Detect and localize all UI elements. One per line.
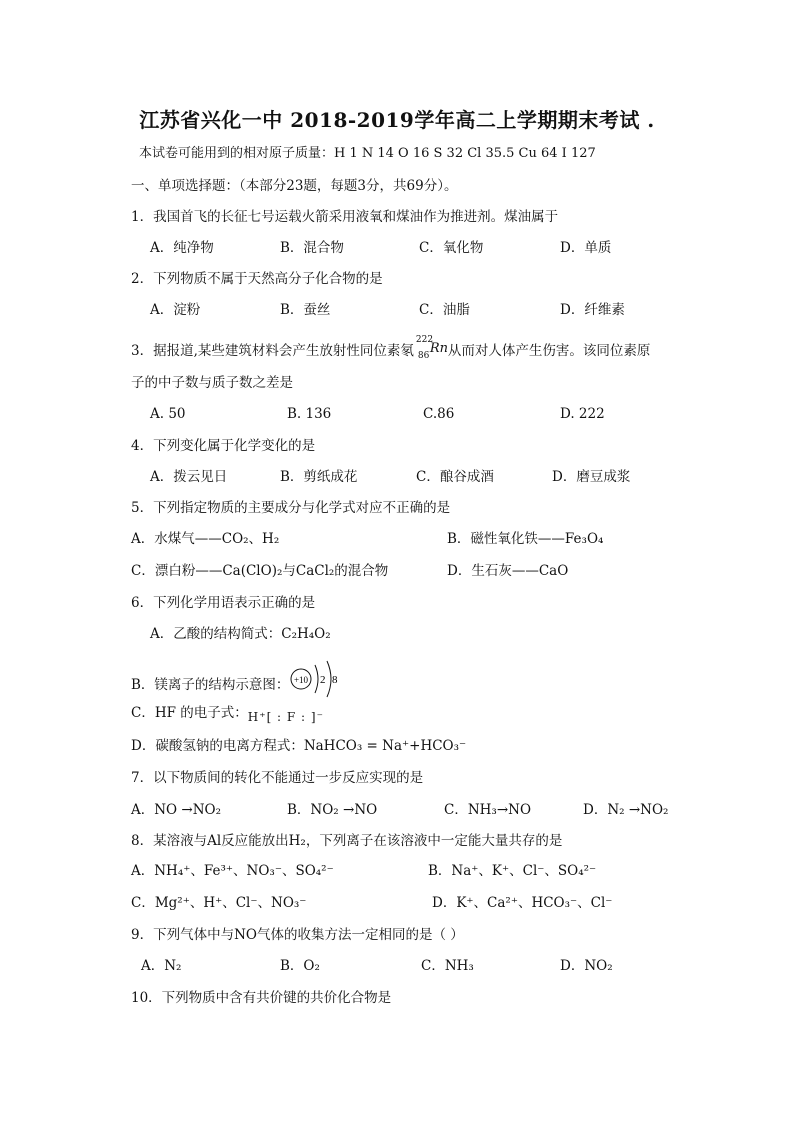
magnesium-shell-2-count: 8	[332, 674, 338, 686]
q2-stem: 2．下列物质不属于天然高分子化合物的是	[131, 271, 383, 287]
magnesium-ion-diagram	[289, 659, 347, 704]
q1-stem: 1．我国首飞的长征七号运载火箭采用液氧和煤油作为推进剂。煤油属于	[131, 209, 559, 225]
q6-option-c	[131, 704, 324, 726]
q3-option-d: D. 222	[560, 406, 605, 422]
q1-option-b: B．混合物	[280, 240, 344, 256]
q10-stem: 10．下列物质中含有共价键的共价化合物是	[131, 990, 392, 1006]
magnesium-shell-1-count: 2	[320, 674, 326, 686]
q3-option-b: B. 136	[287, 406, 332, 422]
q8-stem: 8．某溶液与Al反应能放出H₂，下列离子在该溶液中一定能大量共存的是	[131, 833, 563, 849]
magnesium-nucleus-charge: +10	[294, 675, 309, 685]
q3-stem-2: 子的中子数与质子数之差是	[131, 375, 293, 391]
q7-option-a: A．NO →NO₂	[131, 802, 222, 818]
q7-option-d: D．N₂ →NO₂	[583, 802, 669, 818]
q8-option-c: C．Mg²⁺、H⁺、Cl⁻、NO₃⁻	[131, 895, 307, 911]
q5-option-b: B．磁性氧化铁——Fe₃O₄	[447, 531, 604, 547]
q2-option-a: A．淀粉	[150, 302, 201, 318]
q6-option-b-label: B．镁离子的结构示意图：	[131, 677, 290, 693]
q6-option-c-label: C．HF 的电子式：	[131, 705, 248, 721]
q5-option-c: C．漂白粉——Ca(ClO)₂与CaCl₂的混合物	[131, 563, 389, 579]
q9-option-b: B．O₂	[280, 958, 320, 974]
q4-option-c: C．酿谷成酒	[416, 469, 494, 485]
q3-stem-post: 从而对人体产生伤害。该同位素原	[447, 343, 651, 359]
section-heading: 一、单项选择题：（本部分23题，每题3分，共69分）。	[131, 178, 458, 194]
atomic-masses: 本试卷可能用到的相对原子质量：H 1 N 14 O 16 S 32 Cl 35.5 Cu 64 I 127	[139, 146, 596, 161]
q4-option-d: D．磨豆成浆	[552, 469, 631, 485]
q5-stem: 5．下列指定物质的主要成分与化学式对应不正确的是	[131, 500, 451, 516]
q3-option-a: A. 50	[150, 406, 186, 422]
q5-option-a: A．水煤气——CO₂、H₂	[131, 531, 280, 547]
q6-stem: 6．下列化学用语表示正确的是	[131, 595, 316, 611]
q2-option-d: D．纤维素	[560, 302, 625, 318]
q9-option-a: A．N₂	[141, 958, 182, 974]
q1-option-d: D．单质	[560, 240, 612, 256]
q8-option-b: B．Na⁺、K⁺、Cl⁻、SO₄²⁻	[428, 863, 597, 879]
q3-option-c: C.86	[423, 406, 455, 422]
q9-stem: 9．下列气体中与NO气体的收集方法一定相同的是（ ）	[131, 927, 464, 943]
q8-option-a: A．NH₄⁺、Fe³⁺、NO₃⁻、SO₄²⁻	[131, 863, 334, 879]
q4-option-a: A．拨云见日	[150, 469, 228, 485]
q2-option-b: B．蚕丝	[280, 302, 331, 318]
radon-nuclide-symbol: 222 86 Rn	[415, 335, 449, 361]
q4-option-b: B．剪纸成花	[280, 469, 358, 485]
q5-option-d: D．生石灰——CaO	[447, 563, 569, 579]
q2-option-c: C．油脂	[419, 302, 470, 318]
q8-option-d: D．K⁺、Ca²⁺、HCO₃⁻、Cl⁻	[432, 895, 613, 911]
q7-stem: 7．以下物质间的转化不能通过一步反应实现的是	[131, 770, 424, 786]
q7-option-b: B．NO₂ →NO	[287, 802, 378, 818]
q6-option-d: D．碳酸氢钠的电离方程式：NaHCO₃ = Na⁺+HCO₃⁻	[131, 738, 467, 754]
q7-option-c: C．NH₃→NO	[444, 802, 532, 818]
q9-option-c: C．NH₃	[421, 958, 474, 974]
q9-option-d: D．NO₂	[560, 958, 613, 974]
exam-title: 江苏省兴化一中 2018-2019学年高二上学期期末考试 .	[139, 108, 655, 132]
q1-option-a: A．纯净物	[150, 240, 214, 256]
q6-option-a: A．乙酸的结构简式：C₂H₄O₂	[150, 626, 331, 642]
q4-stem: 4．下列变化属于化学变化的是	[131, 438, 316, 454]
q3-stem	[131, 335, 651, 361]
hf-electron-formula: H⁺[ : F : ]⁻	[247, 710, 324, 724]
q3-stem-pre: 3．据报道,某些建筑材料会产生放射性同位素氡	[131, 343, 414, 359]
q6-option-b	[131, 659, 347, 704]
q1-option-c: C．氧化物	[419, 240, 484, 256]
